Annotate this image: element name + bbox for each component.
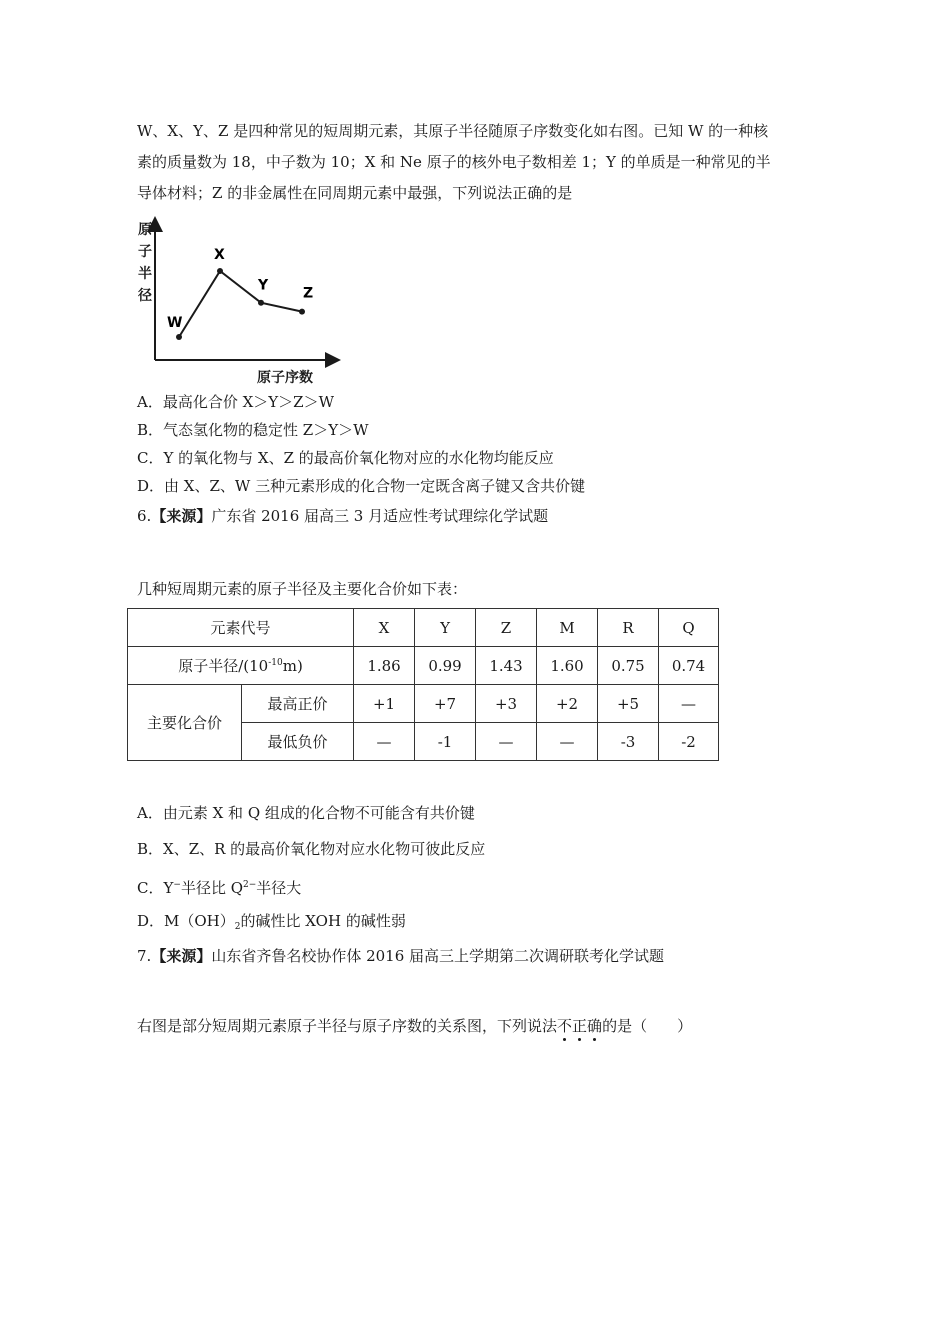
- valence-label: 主要化合价: [128, 685, 242, 761]
- element-y: Y: [415, 609, 476, 647]
- q6-number: 6.: [137, 507, 152, 525]
- data-points: [167, 247, 313, 340]
- q7-stem: 右图是部分短周期元素原子半径与原子序数的关系图，下列说法不正确的是（ ）: [137, 1017, 693, 1035]
- element-m: M: [537, 609, 598, 647]
- radius-x: 1.86: [354, 647, 415, 685]
- lowest-z: —: [476, 723, 537, 761]
- highest-z: +3: [476, 685, 537, 723]
- q6-source-line: [137, 506, 548, 526]
- radius-q: 0.74: [659, 647, 719, 685]
- highest-x: +1: [354, 685, 415, 723]
- q5-stem-line-1: W、X、Y、Z 是四种常见的短周期元素，其原子半径随原子序数变化如右图。已知 W 的一种核: [137, 122, 769, 140]
- lowest-q: -2: [659, 723, 719, 761]
- radius-series-line: [179, 271, 302, 337]
- q6-option-a: A．由元素 X 和 Q 组成的化合物不可能含有共价键: [137, 804, 475, 822]
- y-axis-label-char: 子: [138, 244, 152, 260]
- q7-number: 7.: [137, 947, 152, 965]
- data-point-y: [258, 300, 264, 306]
- radius-label: 原子半径$/(10^{-10}m)$: [128, 647, 354, 685]
- table-row-highest: [128, 685, 719, 723]
- q6-option-c: C．Y−半径比 $Q^{2-}$半径大: [137, 879, 302, 897]
- q6-option-b: B．X、Z、R 的最高价氧化物对应水化物可彼此反应: [137, 840, 486, 858]
- y-axis-label-char: 半: [138, 266, 152, 282]
- element-data-table: [127, 608, 719, 761]
- element-q: Q: [659, 609, 719, 647]
- lowest-y: -1: [415, 723, 476, 761]
- q6-source-text: 广东省 2016 届高三 3 月适应性考试理综化学试题: [211, 507, 549, 525]
- y-axis-label-char: 原: [138, 222, 152, 238]
- q5-option-b: B．气态氢化物的稳定性 Z＞Y＞W: [137, 421, 369, 439]
- data-point-x: [217, 268, 223, 274]
- radius-r: 0.75: [598, 647, 659, 685]
- radius-m: 1.60: [537, 647, 598, 685]
- q5-option-d: D．由 X、Z、W 三种元素形成的化合物一定既含离子键又含共价键: [137, 477, 586, 495]
- data-point-z: [299, 309, 305, 315]
- q7-source-line: [137, 946, 664, 966]
- highest-label: 最高正价: [242, 685, 354, 723]
- highest-m: +2: [537, 685, 598, 723]
- highest-q: —: [659, 685, 719, 723]
- emphasis-char: 不: [557, 1017, 573, 1035]
- q5-stem-line-3: 导体材料；Z 的非金属性在同周期元素中最强，下列说法正确的是: [137, 184, 573, 202]
- header-label: 元素代号: [128, 609, 354, 647]
- emphasis-char: 正: [572, 1017, 588, 1035]
- data-label-z: Z: [303, 285, 314, 302]
- y-axis-label-char: 径: [138, 288, 152, 304]
- lowest-label: 最低负价: [242, 723, 354, 761]
- data-label-x: X: [214, 247, 225, 263]
- q7-source-tag: 【来源】: [151, 947, 212, 965]
- data-label-w: W: [167, 315, 183, 331]
- data-point-w: [176, 334, 182, 340]
- element-x: X: [354, 609, 415, 647]
- highest-y: +7: [415, 685, 476, 723]
- lowest-x: —: [354, 723, 415, 761]
- atomic-radius-chart: [132, 212, 352, 387]
- highest-r: +5: [598, 685, 659, 723]
- data-label-y: Y: [258, 277, 269, 294]
- x-axis-label: 原子序数: [257, 370, 313, 386]
- q7-source-text: 山东省齐鲁名校协作体 2016 届高三上学期第二次调研联考化学试题: [211, 947, 665, 965]
- q5-option-a: A．最高化合价 X＞Y＞Z＞W: [137, 393, 335, 411]
- radius-y: 0.99: [415, 647, 476, 685]
- table-row-header: [128, 609, 719, 647]
- y-axis-label: [137, 221, 152, 304]
- emphasis-char: 确: [587, 1017, 603, 1035]
- q6-intro: 几种短周期元素的原子半径及主要化合价如下表：: [137, 580, 468, 598]
- lowest-m: —: [537, 723, 598, 761]
- element-r: R: [598, 609, 659, 647]
- lowest-r: -3: [598, 723, 659, 761]
- element-z: Z: [476, 609, 537, 647]
- radius-z: 1.43: [476, 647, 537, 685]
- q6-option-d: D．$M(OH)_2$的碱性比 XOH 的碱性弱: [137, 912, 406, 932]
- table-row-radius: [128, 647, 719, 685]
- q5-stem-line-2: 素的质量数为 18，中子数为 10；X 和 Ne 原子的核外电子数相差 1；Y 的单质是一种常见的半: [137, 153, 771, 171]
- q5-option-c: C．Y 的氧化物与 X、Z 的最高价氧化物对应的水化物均能反应: [137, 449, 554, 467]
- q6-source-tag: 【来源】: [151, 507, 212, 525]
